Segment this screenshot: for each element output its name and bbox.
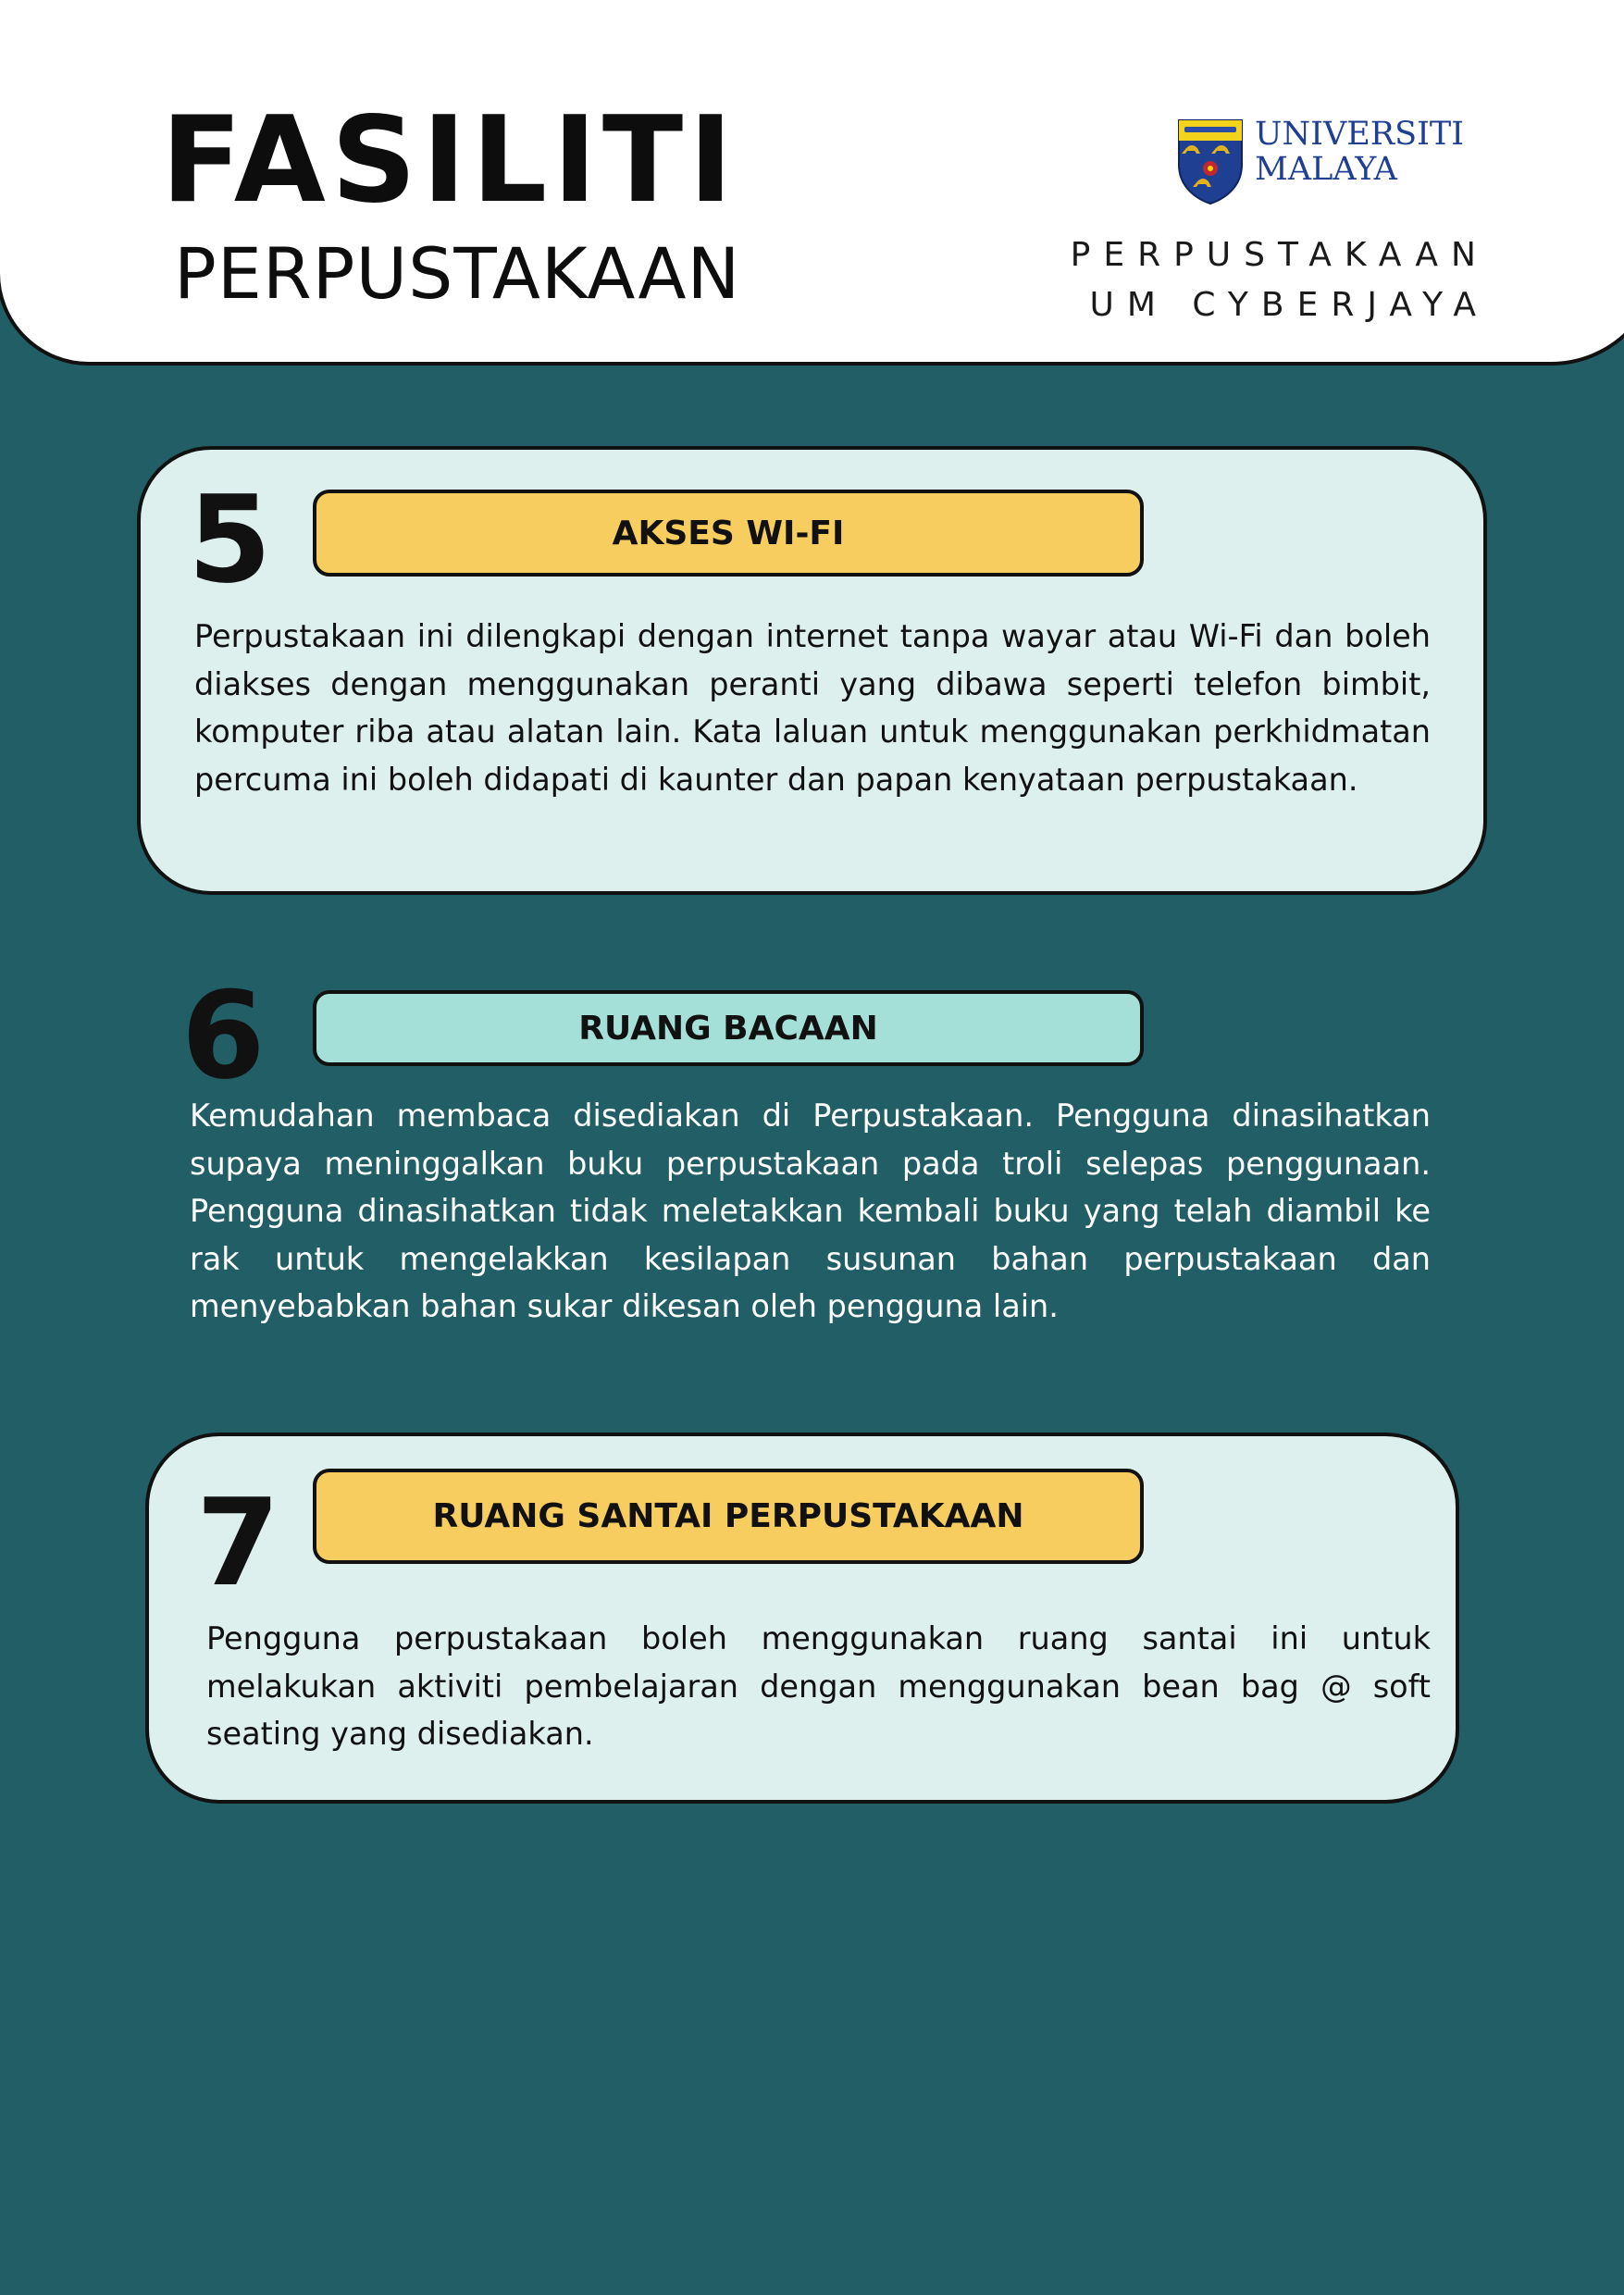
- section-number-7: 7: [196, 1472, 280, 1613]
- logo-line-2: MALAYA: [1255, 151, 1397, 188]
- section-body-reading: Kemudahan membaca disediakan di Perpustakaan. Pengguna dinasihatkan supaya meninggalkan buku perpustakaan pada troli selepas penggunaan. Pengguna dinasihatkan tidak meletakkan kembali buku yang telah diambil ke rak untuk mengelakkan kesilapan susunan bahan perpustakaan dan menyebabkan bahan sukar dikesan oleh pengguna lain.: [190, 1098, 1431, 1324]
- library-name-line-1: PERPUSTAKAAN: [1070, 236, 1489, 274]
- section-heading-reading: RUANG BACAAN: [313, 990, 1144, 1066]
- page-title: FASILITI: [161, 92, 738, 230]
- universiti-malaya-logo: [1175, 117, 1490, 209]
- library-name-line-2: UM CYBERJAYA: [1089, 286, 1489, 324]
- section-heading-lounge: RUANG SANTAI PERPUSTAKAAN: [313, 1469, 1144, 1564]
- section-body-lounge: Pengguna perpustakaan boleh menggunakan ruang santai ini untuk melakukan aktiviti pembelajaran dengan menggunakan bean bag @ soft seating yang disediakan.: [206, 1620, 1431, 1752]
- page-subtitle: PERPUSTAKAAN: [174, 232, 741, 315]
- section-heading-wifi: AKSES WI-FI: [313, 490, 1144, 577]
- section-number-6: 6: [181, 965, 266, 1106]
- section-body-wifi: Perpustakaan ini dilengkapi dengan internet tanpa wayar atau Wi-Fi dan boleh diakses dengan menggunakan peranti yang dibawa seperti telefon bimbit, komputer riba atau alatan lain. Kata laluan untuk menggunakan perkhidmatan percuma ini boleh didapati di kaunter dan papan kenyataan perpustakaan.: [194, 618, 1431, 798]
- section-number-5: 5: [188, 469, 272, 610]
- logo-text: [1255, 117, 1464, 187]
- crest-icon: [1175, 117, 1246, 205]
- logo-line-1: UNIVERSITI: [1255, 116, 1465, 153]
